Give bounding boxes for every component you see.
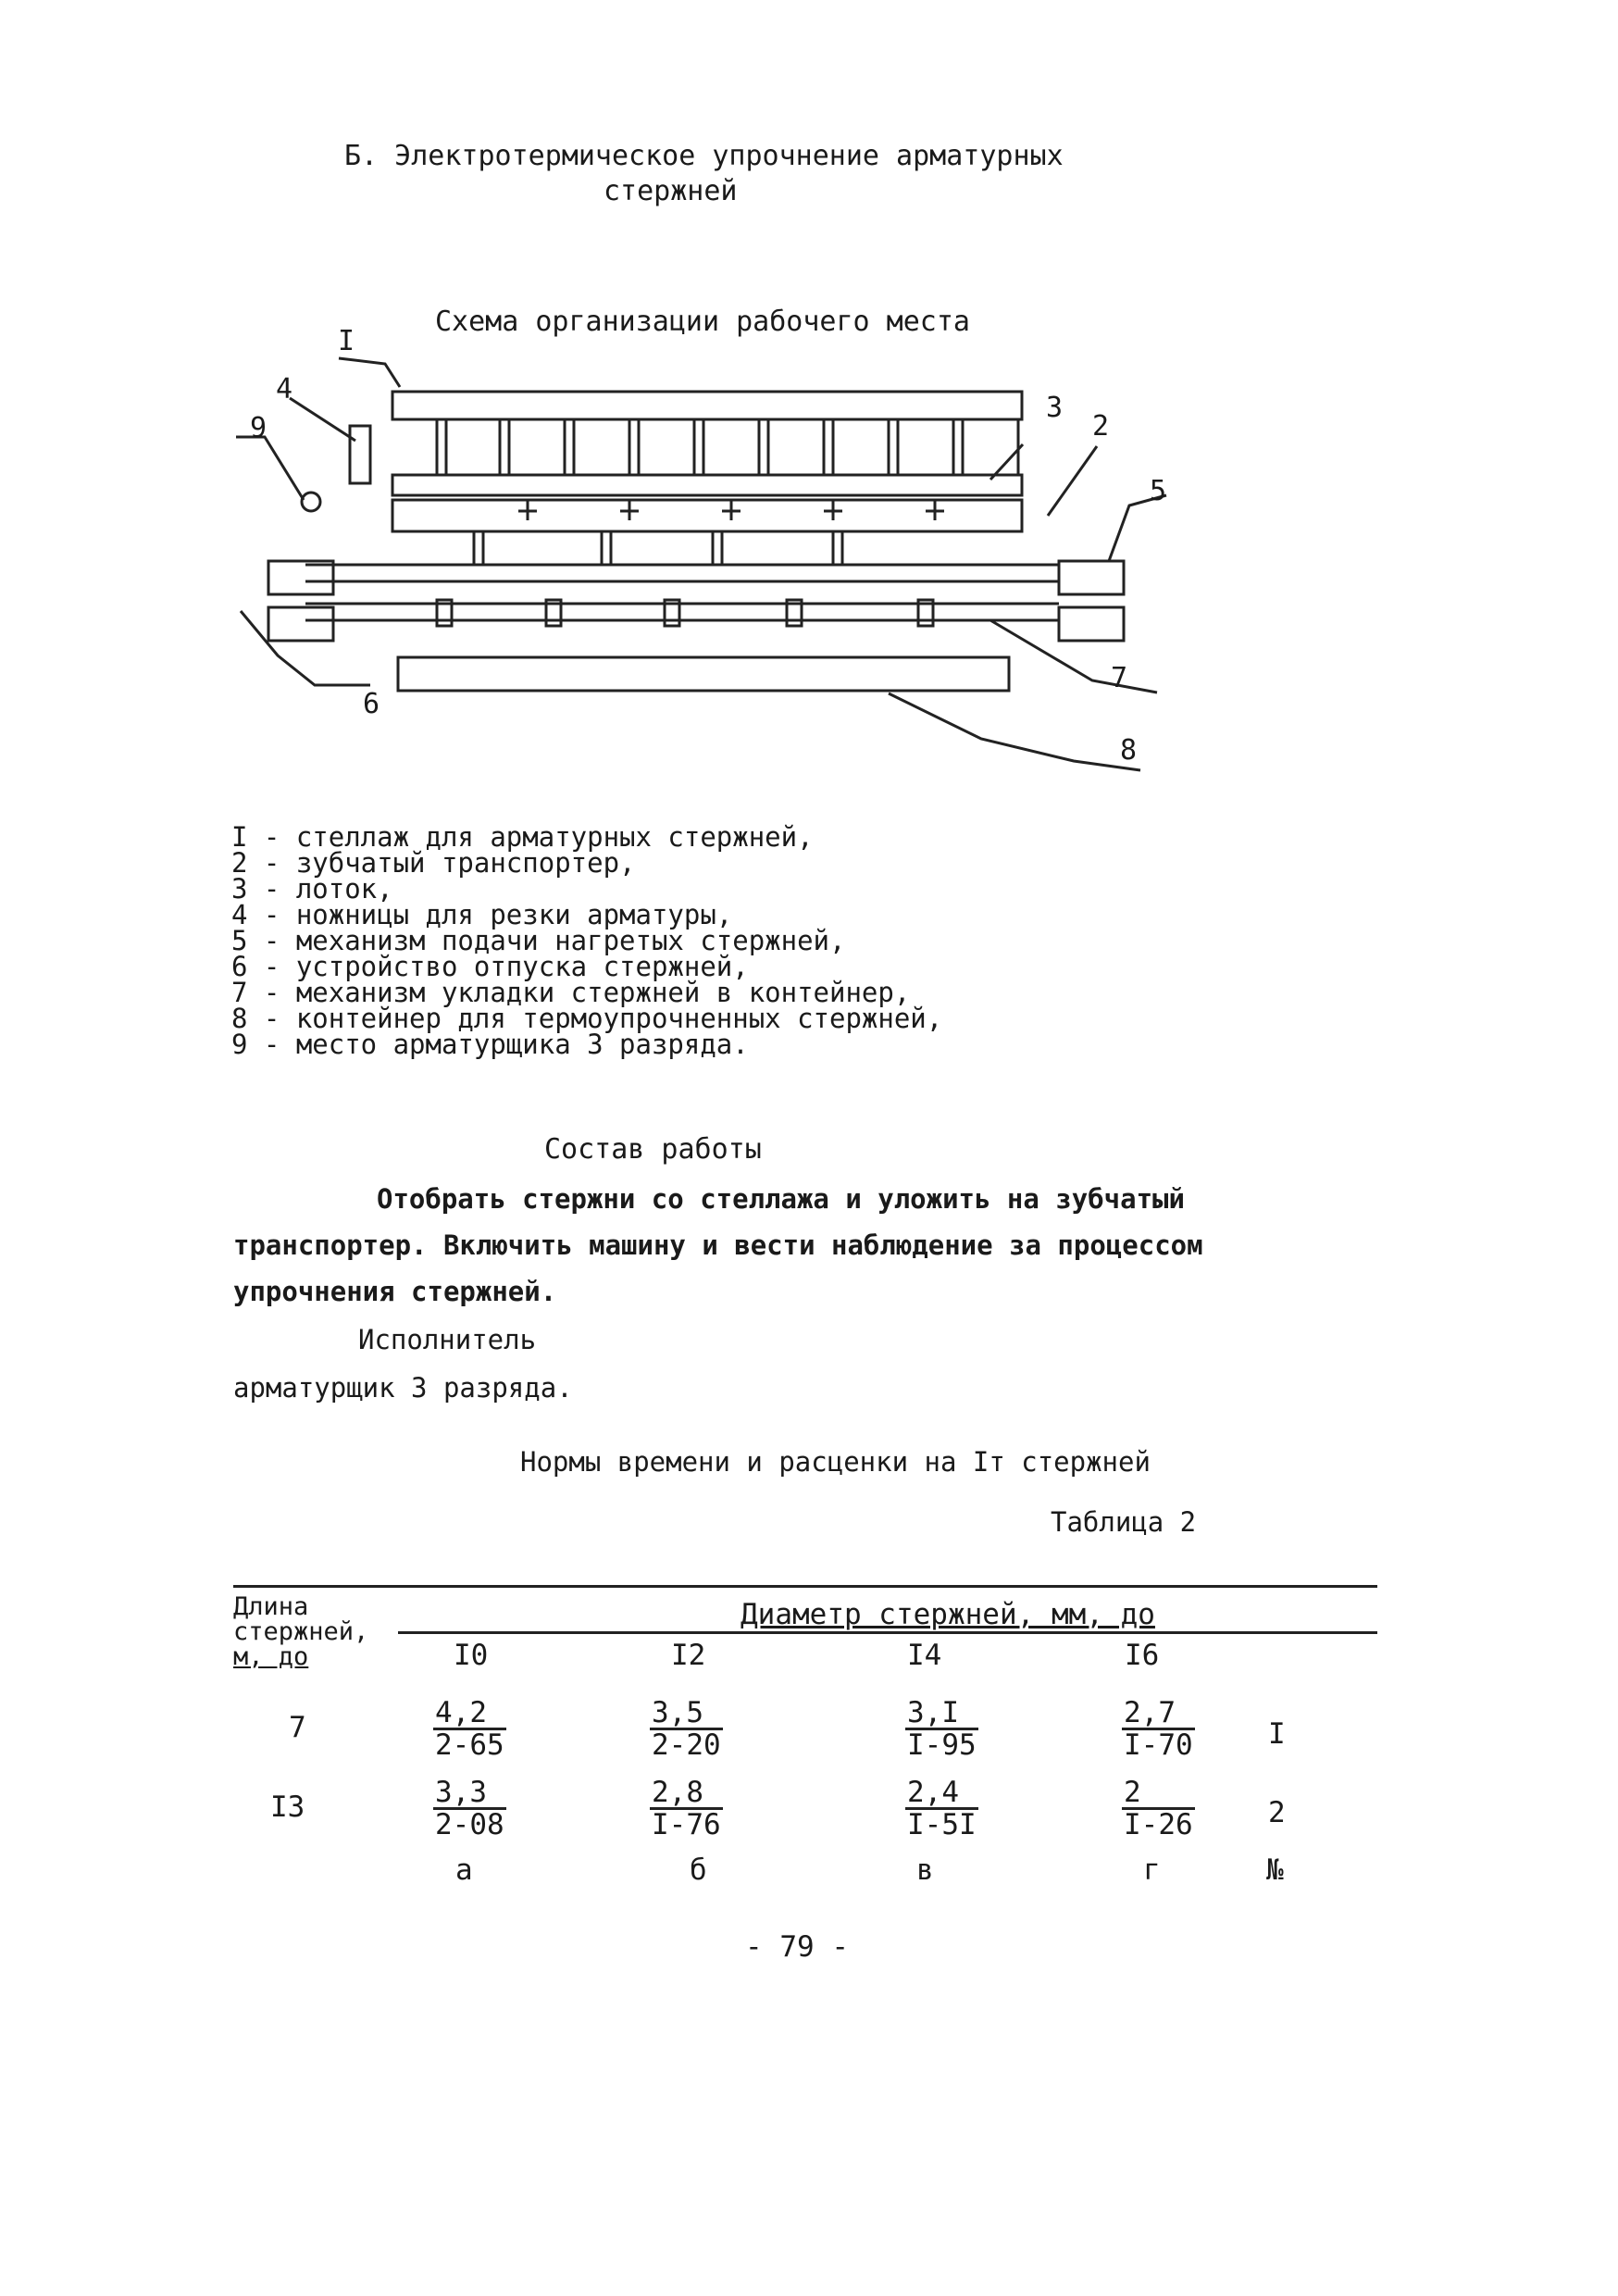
callout-7: 7	[1111, 662, 1128, 694]
workplace-diagram	[231, 306, 1176, 787]
row1-length: 7	[289, 1711, 306, 1744]
col-letter-b: б	[690, 1853, 707, 1887]
work-text: Отобрать стержни со стеллажа и уложить на зубчатый транспортер. Включить машину и вести наблюдение за процессом упрочнения стержней.	[233, 1183, 1203, 1307]
diameter-16: I6	[1125, 1639, 1160, 1672]
col-letter-v: в	[916, 1853, 934, 1887]
section-heading-line2: стержней	[604, 175, 738, 207]
container-shape	[398, 657, 1009, 691]
callout-2: 2	[1092, 410, 1110, 443]
callout-8: 8	[1120, 734, 1138, 767]
row2-length: I3	[270, 1791, 305, 1824]
page-number: - 79 -	[745, 1930, 849, 1964]
col-letter-no: №	[1266, 1853, 1284, 1887]
table-cell: $\frac{4,2}{2-65}$	[435, 1696, 504, 1762]
col-letter-a: а	[455, 1853, 473, 1887]
tray-shape	[392, 475, 1022, 495]
diagram-legend	[231, 821, 943, 1060]
diameter-12: I2	[671, 1639, 706, 1672]
legend-item: 5 - механизм подачи нагретых стержней,	[231, 925, 846, 956]
table-cell: $\frac{3,5}{2-20}$	[652, 1696, 721, 1762]
row2-number: 2	[1268, 1796, 1286, 1829]
callout-9: 9	[250, 412, 268, 444]
conveyor-shape	[392, 500, 1022, 531]
legend-item: 7 - механизм укладки стержней в контейнер,	[231, 977, 911, 1008]
legend-item: 6 - устройство отпуска стержней,	[231, 951, 749, 982]
legend-item: 9 - место арматурщика 3 разряда.	[231, 1029, 749, 1060]
table-cell: $\frac{2,8}{I-76}$	[652, 1776, 721, 1841]
rack-uprights	[437, 419, 1018, 475]
shears-shape	[350, 426, 370, 483]
callout-4: 4	[276, 373, 293, 406]
legend-item: 8 - контейнер для термоупрочненных стержней,	[231, 1003, 943, 1034]
table-header-rule	[398, 1631, 1377, 1634]
callout-1: I	[338, 325, 355, 357]
diameter-header: Диаметр стержней, мм, до	[741, 1598, 1155, 1631]
work-description	[233, 1176, 1307, 1315]
rack-shape	[392, 392, 1022, 419]
work-heading: Состав работы	[544, 1133, 762, 1166]
feed-mechanism-shape	[1059, 561, 1124, 594]
table-top-rule	[233, 1585, 1377, 1588]
table-cell: $\frac{2,4}{I-5I}$	[907, 1776, 977, 1841]
callout-6: 6	[363, 688, 380, 720]
diameter-10: I0	[454, 1639, 489, 1672]
legend-item: I - стеллаж для арматурных стержней,	[231, 821, 814, 853]
callout-3: 3	[1046, 392, 1064, 424]
table-title: Нормы времени и расценки на Iт стержней	[520, 1446, 1151, 1478]
diagram-title: Схема организации рабочего места	[435, 306, 970, 338]
table-cell: $\frac{3,3}{2-08}$	[435, 1776, 504, 1841]
operator-place-shape	[302, 493, 320, 511]
table-cell: $\frac{2}{I-26}$	[1124, 1776, 1193, 1841]
section-heading-line1: Б. Электротермическое упрочнение арматурных	[344, 140, 1064, 172]
length-header: Длина стержней, м, до	[233, 1592, 369, 1671]
conveyor-teeth	[518, 500, 944, 520]
col-letter-g: г	[1143, 1853, 1161, 1887]
table-cell: $\frac{3,I}{I-95}$	[907, 1696, 977, 1762]
row1-number: I	[1268, 1717, 1286, 1751]
table-number: Таблица 2	[1051, 1506, 1197, 1538]
performer-value: арматурщик 3 разряда.	[233, 1372, 573, 1404]
diameter-14: I4	[907, 1639, 942, 1672]
callout-5: 5	[1150, 475, 1167, 507]
legend-item: 2 - зубчатый транспортер,	[231, 847, 636, 879]
conveyor-posts	[474, 531, 842, 565]
legend-item: 4 - ножницы для резки арматуры,	[231, 899, 733, 930]
legend-item: 3 - лоток,	[231, 873, 393, 905]
table-cell: $\frac{2,7}{I-70}$	[1124, 1696, 1193, 1762]
performer-label: Исполнитель	[358, 1324, 537, 1355]
